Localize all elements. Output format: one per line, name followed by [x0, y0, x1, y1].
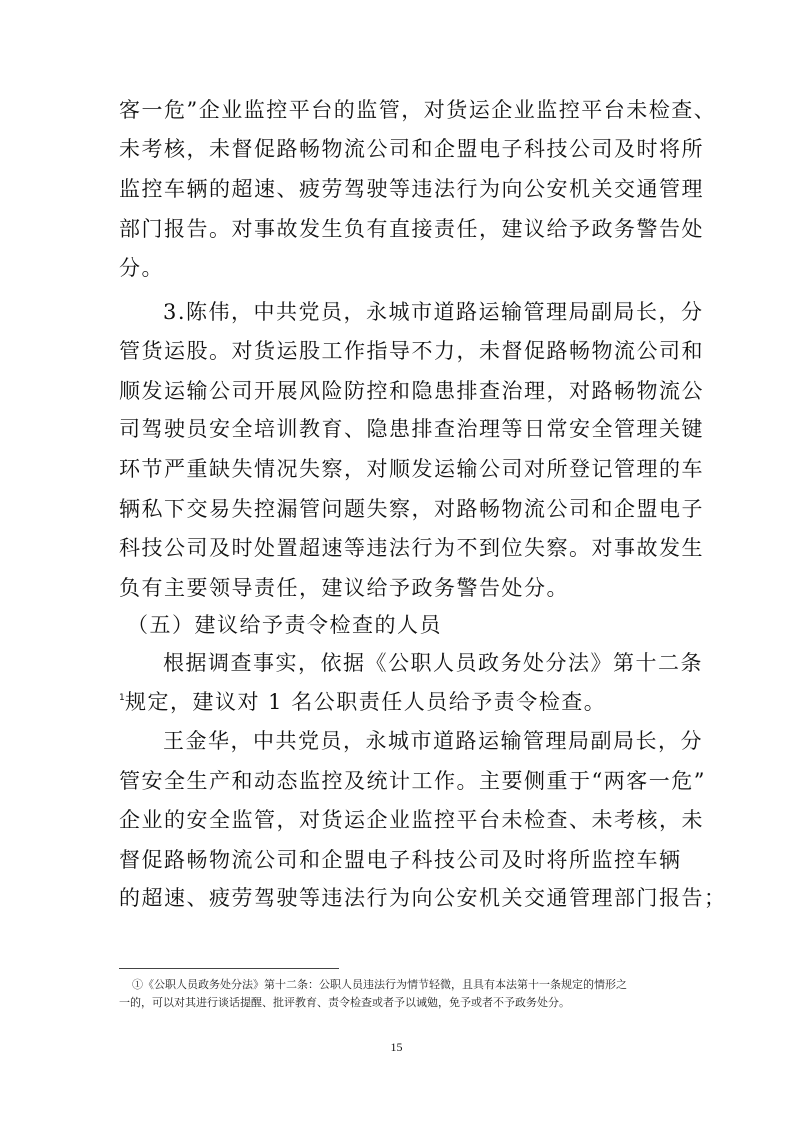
footnote-line-2: 一的，可以对其进行谈话提醒、批评教育、责令检查或者予以诫勉，免予或者不予政务处分。	[119, 996, 570, 1009]
body-line-13: 负有主要领导责任，建议给予政务警告处分。	[119, 576, 569, 600]
body-line-11: 辆私下交易失控漏管问题失察，对路畅物流公司和企盟电子	[119, 497, 704, 521]
body-line-8: 顺发运输公司开展风险防控和隐患排查治理，对路畅物流公	[119, 379, 704, 403]
body-line-7: 管货运股。对货运股工作指导不力，未督促路畅物流公司和	[119, 339, 704, 363]
body-line-9: 司驾驶员安全培训教育、隐患排查治理等日常安全管理关键	[119, 417, 704, 441]
body-line-16: 王金华，中共党员，永城市道路运输管理局副局长，分	[163, 729, 703, 753]
footnote-separator	[119, 968, 339, 969]
body-line-15: 规定，建议对 1 名公职责任人员给予责令检查。	[125, 690, 607, 714]
body-line-6: 3.陈伟，中共党员，永城市道路运输管理局副局长，分	[163, 300, 704, 324]
footnote-line-1: ①《公职人员政务处分法》第十二条：公职人员违法行为情节轻微，且具有本法第十一条规定的情形之	[132, 978, 627, 991]
body-line-3: 监控车辆的超速、疲劳驾驶等违法行为向公安机关交通管理	[119, 177, 704, 201]
body-line-18: 企业的安全监管，对货运企业监控平台未检查、未考核，未	[119, 808, 704, 832]
page-number: 15	[390, 1040, 403, 1054]
body-line-12: 科技公司及时处置超速等违法行为不到位失察。对事故发生	[119, 536, 704, 560]
body-line-14: 根据调查事实，依据《公职人员政务处分法》第十二条	[163, 651, 703, 675]
body-line-1: 客一危”企业监控平台的监管，对货运企业监控平台未检查、	[119, 98, 717, 122]
body-line-4: 部门报告。对事故发生负有直接责任，建议给予政务警告处	[119, 217, 704, 241]
body-line-20: 的超速、疲劳驾驶等违法行为向公安机关交通管理部门报告；	[119, 886, 727, 910]
footnote-reference[interactable]: 1	[119, 693, 125, 703]
body-line-19: 督促路畅物流公司和企盟电子科技公司及时将所监控车辆	[119, 848, 682, 872]
body-line-10: 环节严重缺失情况失察，对顺发运输公司对所登记管理的车	[119, 457, 704, 481]
section-heading: （五）建议给予责令检查的人员	[127, 613, 442, 637]
body-line-5: 分。	[119, 256, 164, 280]
body-line-17: 管安全生产和动态监控及统计工作。主要侧重于“两客一危”	[119, 769, 706, 793]
body-line-2: 未考核，未督促路畅物流公司和企盟电子科技公司及时将所	[119, 137, 704, 161]
